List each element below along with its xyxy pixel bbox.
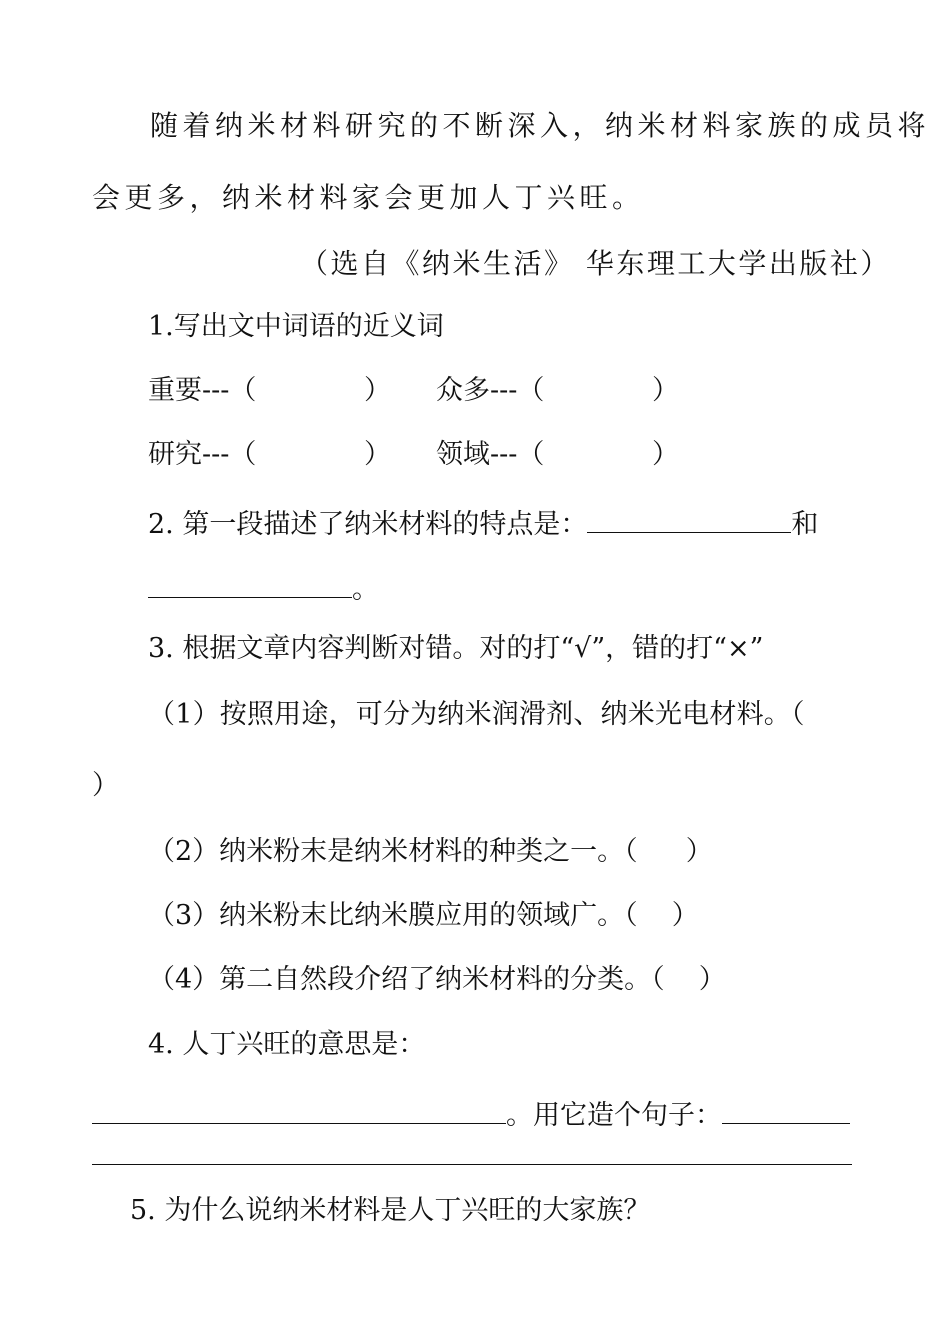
q3-item-3: [148, 902, 699, 929]
q3-item-1-answer[interactable]: ）: [92, 770, 119, 801]
q3-item-4-text: （4）第二自然段介绍了纳米材料的分类。（: [148, 964, 665, 995]
q2-mid: 和: [791, 509, 819, 540]
q4-title: 4. 人丁兴旺的意思是：: [148, 1029, 426, 1060]
q1-answer-zhongyao[interactable]: ）: [364, 375, 391, 406]
q3-title: 3. 根据文章内容判断对错。对的打“√”，错的打“×”: [148, 633, 764, 664]
passage-line-2: 会更多，纳米材料家会更加人丁兴旺。: [92, 181, 645, 214]
q1-item-yanjiu: [148, 441, 256, 468]
q3-item-1: （1）按照用途，可分为纳米润滑剂、纳米光电材料。（: [148, 699, 805, 730]
q2-line-1: [148, 505, 818, 538]
q3-item-4: [148, 966, 726, 993]
q2-line-2: [148, 570, 379, 603]
q2-answer-blank-2[interactable]: [148, 570, 352, 598]
q1-answer-zhongduo[interactable]: ）: [652, 375, 679, 406]
q1-word-label: 领域---（: [436, 439, 545, 470]
q4-line-1: [92, 1096, 850, 1129]
q3-item-4-close: ）: [698, 964, 726, 995]
q1-word-label: 研究---（: [148, 439, 257, 470]
q3-item-2-text: （2）纳米粉末是纳米材料的种类之一。（: [148, 836, 638, 867]
q5-title: 5. 为什么说纳米材料是人丁兴旺的大家族？: [130, 1195, 651, 1226]
q2-prefix: 2. 第一段描述了纳米材料的特点是：: [148, 509, 588, 540]
passage-source: （选自《纳米生活》 华东理工大学出版社）: [300, 247, 891, 280]
passage-line-1: 随着纳米材料研究的不断深入，纳米材料家族的成员将: [150, 109, 931, 142]
q4-sentence-blank-1[interactable]: [722, 1096, 850, 1124]
q1-answer-yanjiu[interactable]: ）: [364, 439, 391, 470]
q1-word-label: 众多---（: [436, 375, 545, 406]
q3-item-3-text: （3）纳米粉末比纳米膜应用的领域广。（: [148, 900, 638, 931]
q1-word-label: 重要---（: [148, 375, 257, 406]
q3-item-3-close: ）: [671, 900, 699, 931]
q1-item-zhongyao: [148, 377, 256, 404]
q1-item-lingyu: [436, 441, 544, 468]
q2-answer-blank-1[interactable]: [587, 505, 791, 533]
q2-end: 。: [352, 574, 379, 605]
q3-item-2: [148, 838, 713, 865]
q4-sentence-blank-2[interactable]: [92, 1164, 852, 1165]
q1-item-zhongduo: [436, 377, 544, 404]
q3-item-2-close: ）: [685, 836, 713, 867]
q4-mid: 。用它造个句子：: [506, 1100, 722, 1131]
q4-meaning-blank[interactable]: [92, 1096, 506, 1124]
q1-title: 1.写出文中词语的近义词: [148, 311, 444, 342]
q1-answer-lingyu[interactable]: ）: [652, 439, 679, 470]
